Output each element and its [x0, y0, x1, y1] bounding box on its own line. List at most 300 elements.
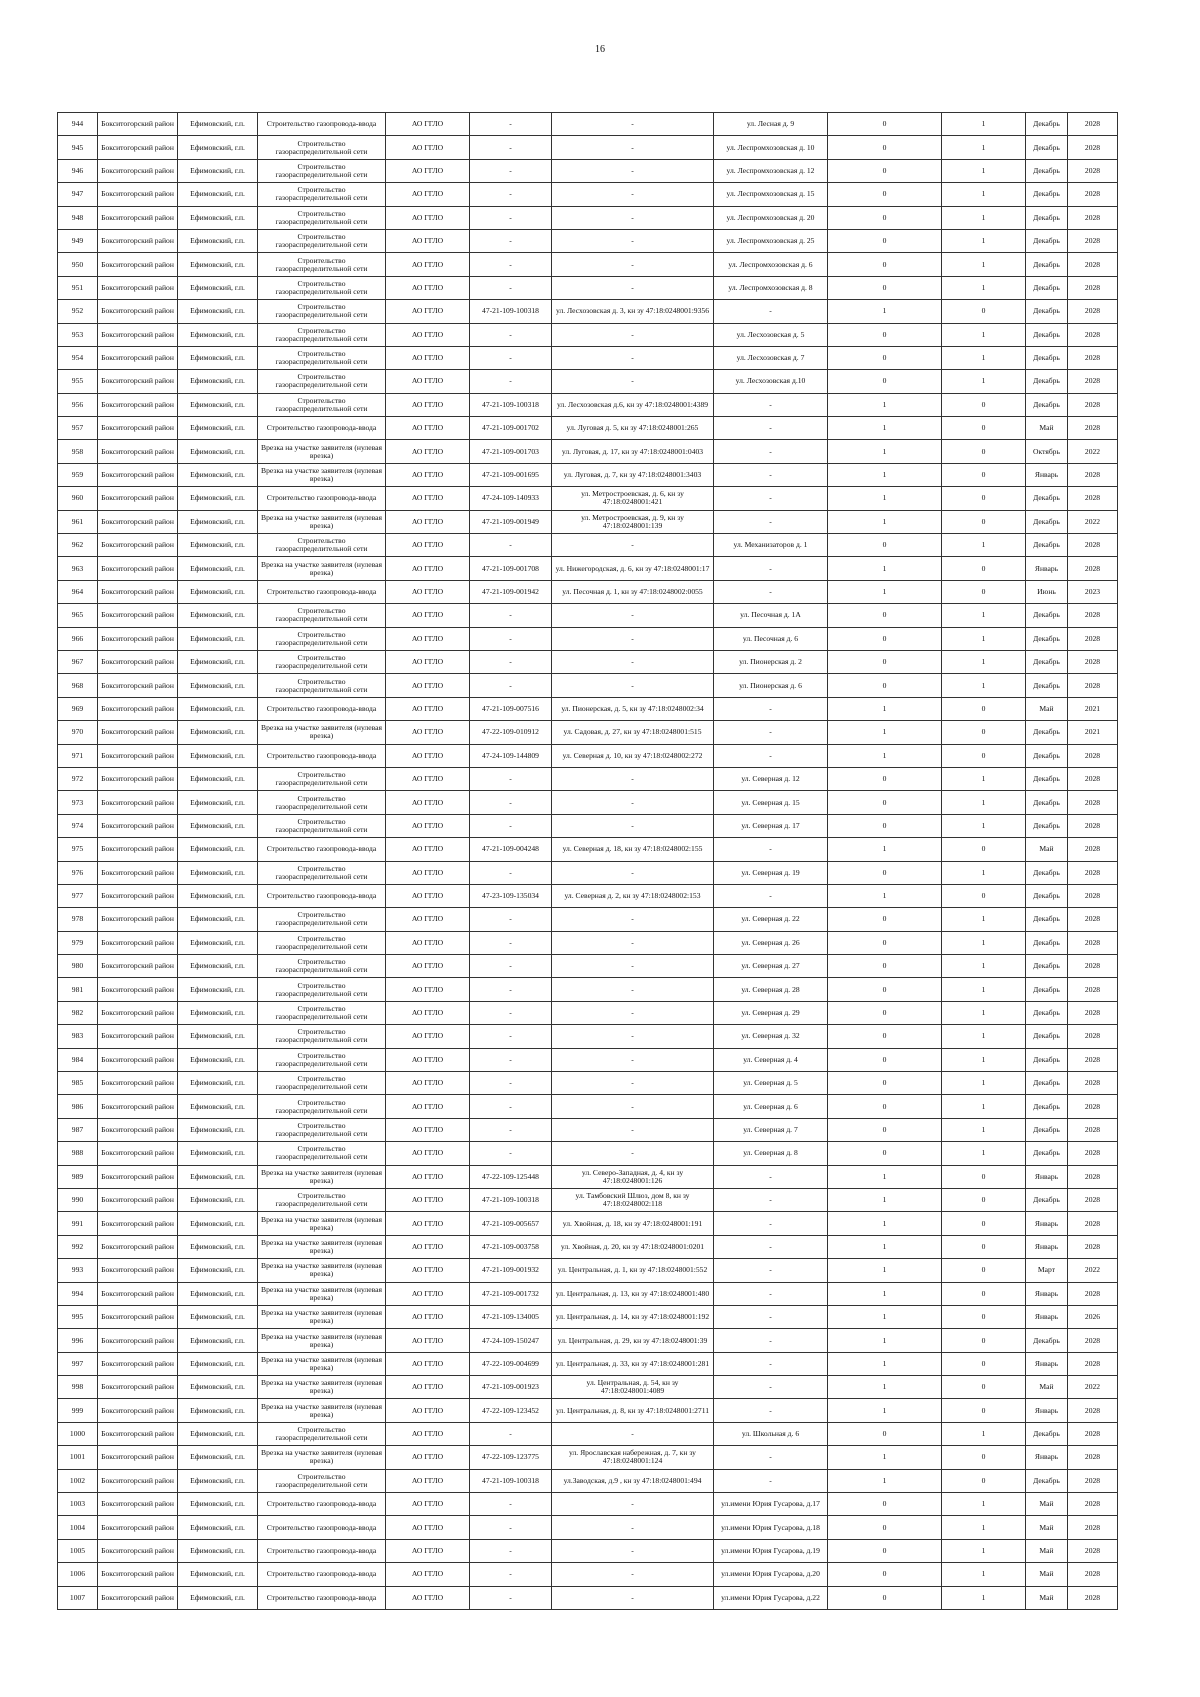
applicant-address-cell: ул. Центральная, д. 33, кн зу 47:18:0248001:281	[552, 1352, 714, 1375]
district-cell: Бокситогорский район	[98, 884, 178, 907]
row-number: 981	[58, 978, 98, 1001]
work-type-cell: Врезка на участке заявителя (нулевая врезка)	[258, 1352, 386, 1375]
month-cell: Январь	[1026, 1305, 1068, 1328]
value-1-cell: 0	[828, 323, 942, 346]
year-cell: 2028	[1068, 463, 1118, 486]
value-1-cell: 0	[828, 206, 942, 229]
month-cell: Декабрь	[1026, 159, 1068, 182]
settlement-cell: Ефимовский, г.п.	[178, 1142, 258, 1165]
district-cell: Бокситогорский район	[98, 580, 178, 603]
settlement-cell: Ефимовский, г.п.	[178, 346, 258, 369]
work-type-cell: Врезка на участке заявителя (нулевая врезка)	[258, 1446, 386, 1469]
work-type-cell: Строительство газораспределительной сети	[258, 767, 386, 790]
organization-cell: АО ГГЛО	[386, 1282, 470, 1305]
work-type-cell: Строительство газораспределительной сети	[258, 323, 386, 346]
organization-cell: АО ГГЛО	[386, 300, 470, 323]
applicant-address-cell: ул. Лесхозовская д.6, кн зу 47:18:0248001:4389	[552, 393, 714, 416]
application-number-cell: 47-21-109-005657	[470, 1212, 552, 1235]
settlement-cell: Ефимовский, г.п.	[178, 838, 258, 861]
organization-cell: АО ГГЛО	[386, 1422, 470, 1445]
table-row	[58, 861, 1118, 884]
month-cell: Декабрь	[1026, 861, 1068, 884]
value-1-cell: 0	[828, 1493, 942, 1516]
organization-cell: АО ГГЛО	[386, 1072, 470, 1095]
address-cell: ул. Леспромхозовская д. 25	[714, 229, 828, 252]
district-cell: Бокситогорский район	[98, 229, 178, 252]
month-cell: Декабрь	[1026, 534, 1068, 557]
settlement-cell: Ефимовский, г.п.	[178, 697, 258, 720]
year-cell: 2028	[1068, 534, 1118, 557]
year-cell: 2028	[1068, 978, 1118, 1001]
table-row	[58, 393, 1118, 416]
value-2-cell: 0	[942, 1446, 1026, 1469]
address-cell: -	[714, 440, 828, 463]
address-cell: ул. Лесная д. 9	[714, 113, 828, 136]
organization-cell: АО ГГЛО	[386, 1446, 470, 1469]
district-cell: Бокситогорский район	[98, 487, 178, 510]
settlement-cell: Ефимовский, г.п.	[178, 136, 258, 159]
value-1-cell: 0	[828, 1118, 942, 1141]
year-cell: 2028	[1068, 931, 1118, 954]
year-cell: 2028	[1068, 159, 1118, 182]
table-row	[58, 1352, 1118, 1375]
year-cell: 2023	[1068, 580, 1118, 603]
value-1-cell: 1	[828, 1212, 942, 1235]
settlement-cell: Ефимовский, г.п.	[178, 1235, 258, 1258]
work-type-cell: Строительство газопровода-ввода	[258, 1516, 386, 1539]
settlement-cell: Ефимовский, г.п.	[178, 1422, 258, 1445]
value-1-cell: 0	[828, 1072, 942, 1095]
address-cell: ул. Северная д. 4	[714, 1048, 828, 1071]
application-number-cell: -	[470, 767, 552, 790]
application-number-cell: -	[470, 908, 552, 931]
table-row	[58, 487, 1118, 510]
work-type-cell: Строительство газораспределительной сети	[258, 206, 386, 229]
value-2-cell: 0	[942, 1188, 1026, 1211]
value-2-cell: 1	[942, 1586, 1026, 1609]
organization-cell: АО ГГЛО	[386, 1493, 470, 1516]
organization-cell: АО ГГЛО	[386, 767, 470, 790]
applicant-address-cell: -	[552, 1072, 714, 1095]
year-cell: 2028	[1068, 1469, 1118, 1492]
organization-cell: АО ГГЛО	[386, 1376, 470, 1399]
year-cell: 2028	[1068, 1095, 1118, 1118]
address-cell: -	[714, 1188, 828, 1211]
table-row	[58, 534, 1118, 557]
value-1-cell: 1	[828, 1446, 942, 1469]
application-number-cell: 47-21-109-003758	[470, 1235, 552, 1258]
year-cell: 2028	[1068, 1001, 1118, 1024]
settlement-cell: Ефимовский, г.п.	[178, 604, 258, 627]
application-number-cell: -	[470, 1048, 552, 1071]
district-cell: Бокситогорский район	[98, 1235, 178, 1258]
data-table	[57, 112, 1118, 1610]
application-number-cell: 47-22-109-123452	[470, 1399, 552, 1422]
value-2-cell: 1	[942, 1422, 1026, 1445]
value-1-cell: 0	[828, 1025, 942, 1048]
value-2-cell: 0	[942, 838, 1026, 861]
settlement-cell: Ефимовский, г.п.	[178, 1282, 258, 1305]
value-2-cell: 1	[942, 908, 1026, 931]
applicant-address-cell: -	[552, 604, 714, 627]
application-number-cell: -	[470, 113, 552, 136]
settlement-cell: Ефимовский, г.п.	[178, 463, 258, 486]
month-cell: Январь	[1026, 463, 1068, 486]
applicant-address-cell: -	[552, 159, 714, 182]
address-cell: ул.имени Юрия Гусарова, д.17	[714, 1493, 828, 1516]
month-cell: Май	[1026, 1376, 1068, 1399]
month-cell: Октябрь	[1026, 440, 1068, 463]
applicant-address-cell: -	[552, 229, 714, 252]
row-number: 1005	[58, 1539, 98, 1562]
application-number-cell: -	[470, 1142, 552, 1165]
application-number-cell: 47-21-109-001732	[470, 1282, 552, 1305]
value-2-cell: 1	[942, 955, 1026, 978]
row-number: 998	[58, 1376, 98, 1399]
month-cell: Декабрь	[1026, 1095, 1068, 1118]
applicant-address-cell: -	[552, 767, 714, 790]
table-row	[58, 1446, 1118, 1469]
organization-cell: АО ГГЛО	[386, 534, 470, 557]
value-2-cell: 1	[942, 1516, 1026, 1539]
settlement-cell: Ефимовский, г.п.	[178, 300, 258, 323]
applicant-address-cell: ул. Хвойная, д. 18, кн зу 47:18:0248001:191	[552, 1212, 714, 1235]
month-cell: Декабрь	[1026, 346, 1068, 369]
application-number-cell: 47-21-109-007516	[470, 697, 552, 720]
applicant-address-cell: -	[552, 253, 714, 276]
value-2-cell: 0	[942, 440, 1026, 463]
organization-cell: АО ГГЛО	[386, 791, 470, 814]
work-type-cell: Строительство газораспределительной сети	[258, 393, 386, 416]
address-cell: -	[714, 300, 828, 323]
table-row	[58, 1048, 1118, 1071]
value-1-cell: 0	[828, 1563, 942, 1586]
application-number-cell: 47-21-109-001949	[470, 510, 552, 533]
organization-cell: АО ГГЛО	[386, 884, 470, 907]
applicant-address-cell: -	[552, 276, 714, 299]
applicant-address-cell: -	[552, 791, 714, 814]
organization-cell: АО ГГЛО	[386, 627, 470, 650]
value-1-cell: 0	[828, 1539, 942, 1562]
address-cell: ул. Северная д. 8	[714, 1142, 828, 1165]
year-cell: 2021	[1068, 721, 1118, 744]
row-number: 951	[58, 276, 98, 299]
address-cell: ул. Песочная д. 6	[714, 627, 828, 650]
settlement-cell: Ефимовский, г.п.	[178, 744, 258, 767]
district-cell: Бокситогорский район	[98, 534, 178, 557]
row-number: 944	[58, 113, 98, 136]
organization-cell: АО ГГЛО	[386, 1563, 470, 1586]
work-type-cell: Строительство газопровода-ввода	[258, 1539, 386, 1562]
district-cell: Бокситогорский район	[98, 1212, 178, 1235]
value-2-cell: 0	[942, 1259, 1026, 1282]
table-row	[58, 183, 1118, 206]
applicant-address-cell: ул. Пионерская, д. 5, кн зу 47:18:0248002:34	[552, 697, 714, 720]
applicant-address-cell: -	[552, 370, 714, 393]
value-1-cell: 1	[828, 1165, 942, 1188]
row-number: 1006	[58, 1563, 98, 1586]
value-1-cell: 1	[828, 300, 942, 323]
district-cell: Бокситогорский район	[98, 1329, 178, 1352]
organization-cell: АО ГГЛО	[386, 861, 470, 884]
organization-cell: АО ГГЛО	[386, 1165, 470, 1188]
month-cell: Декабрь	[1026, 1001, 1068, 1024]
row-number: 992	[58, 1235, 98, 1258]
address-cell: ул. Северная д. 28	[714, 978, 828, 1001]
month-cell: Декабрь	[1026, 604, 1068, 627]
applicant-address-cell: ул. Центральная, д. 14, кн зу 47:18:0248001:192	[552, 1305, 714, 1328]
district-cell: Бокситогорский район	[98, 1188, 178, 1211]
address-cell: ул. Северная д. 6	[714, 1095, 828, 1118]
application-number-cell: 47-22-109-010912	[470, 721, 552, 744]
value-2-cell: 0	[942, 721, 1026, 744]
table-row	[58, 300, 1118, 323]
settlement-cell: Ефимовский, г.п.	[178, 534, 258, 557]
table-row	[58, 767, 1118, 790]
table-row	[58, 1188, 1118, 1211]
value-2-cell: 0	[942, 487, 1026, 510]
work-type-cell: Строительство газораспределительной сети	[258, 1001, 386, 1024]
application-number-cell: 47-23-109-135034	[470, 884, 552, 907]
month-cell: Май	[1026, 1563, 1068, 1586]
value-2-cell: 0	[942, 393, 1026, 416]
organization-cell: АО ГГЛО	[386, 346, 470, 369]
application-number-cell: -	[470, 1118, 552, 1141]
district-cell: Бокситогорский район	[98, 1563, 178, 1586]
year-cell: 2022	[1068, 440, 1118, 463]
table-row	[58, 627, 1118, 650]
work-type-cell: Строительство газораспределительной сети	[258, 1188, 386, 1211]
organization-cell: АО ГГЛО	[386, 1235, 470, 1258]
work-type-cell: Строительство газораспределительной сети	[258, 1025, 386, 1048]
applicant-address-cell: -	[552, 1142, 714, 1165]
row-number: 946	[58, 159, 98, 182]
row-number: 979	[58, 931, 98, 954]
address-cell: -	[714, 721, 828, 744]
table-row	[58, 417, 1118, 440]
row-number: 1004	[58, 1516, 98, 1539]
row-number: 997	[58, 1352, 98, 1375]
value-1-cell: 0	[828, 931, 942, 954]
table-row	[58, 978, 1118, 1001]
settlement-cell: Ефимовский, г.п.	[178, 206, 258, 229]
settlement-cell: Ефимовский, г.п.	[178, 229, 258, 252]
table-body	[58, 113, 1118, 1610]
table-row	[58, 931, 1118, 954]
row-number: 955	[58, 370, 98, 393]
application-number-cell: 47-24-109-150247	[470, 1329, 552, 1352]
organization-cell: АО ГГЛО	[386, 393, 470, 416]
district-cell: Бокситогорский район	[98, 955, 178, 978]
table-row	[58, 1329, 1118, 1352]
value-2-cell: 0	[942, 744, 1026, 767]
year-cell: 2026	[1068, 1305, 1118, 1328]
organization-cell: АО ГГЛО	[386, 744, 470, 767]
settlement-cell: Ефимовский, г.п.	[178, 487, 258, 510]
value-2-cell: 1	[942, 1025, 1026, 1048]
row-number: 950	[58, 253, 98, 276]
application-number-cell: 47-21-109-001703	[470, 440, 552, 463]
settlement-cell: Ефимовский, г.п.	[178, 253, 258, 276]
address-cell: -	[714, 487, 828, 510]
value-1-cell: 0	[828, 955, 942, 978]
applicant-address-cell: -	[552, 1048, 714, 1071]
year-cell: 2028	[1068, 767, 1118, 790]
organization-cell: АО ГГЛО	[386, 1212, 470, 1235]
work-type-cell: Строительство газораспределительной сети	[258, 1469, 386, 1492]
work-type-cell: Строительство газораспределительной сети	[258, 627, 386, 650]
month-cell: Декабрь	[1026, 814, 1068, 837]
district-cell: Бокситогорский район	[98, 744, 178, 767]
address-cell: ул. Северная д. 22	[714, 908, 828, 931]
applicant-address-cell: -	[552, 346, 714, 369]
year-cell: 2028	[1068, 650, 1118, 673]
row-number: 958	[58, 440, 98, 463]
year-cell: 2021	[1068, 697, 1118, 720]
district-cell: Бокситогорский район	[98, 908, 178, 931]
month-cell: Декабрь	[1026, 1188, 1068, 1211]
settlement-cell: Ефимовский, г.п.	[178, 370, 258, 393]
address-cell: ул. Северная д. 26	[714, 931, 828, 954]
settlement-cell: Ефимовский, г.п.	[178, 510, 258, 533]
organization-cell: АО ГГЛО	[386, 463, 470, 486]
value-2-cell: 1	[942, 674, 1026, 697]
month-cell: Декабрь	[1026, 510, 1068, 533]
work-type-cell: Строительство газопровода-ввода	[258, 744, 386, 767]
year-cell: 2028	[1068, 300, 1118, 323]
district-cell: Бокситогорский район	[98, 838, 178, 861]
settlement-cell: Ефимовский, г.п.	[178, 557, 258, 580]
applicant-address-cell: ул. Тамбовский Шлюз, дом 8, кн зу 47:18:0248002:118	[552, 1188, 714, 1211]
table-row	[58, 1235, 1118, 1258]
settlement-cell: Ефимовский, г.п.	[178, 721, 258, 744]
row-number: 994	[58, 1282, 98, 1305]
value-2-cell: 1	[942, 650, 1026, 673]
row-number: 968	[58, 674, 98, 697]
district-cell: Бокситогорский район	[98, 791, 178, 814]
work-type-cell: Врезка на участке заявителя (нулевая врезка)	[258, 721, 386, 744]
value-2-cell: 1	[942, 183, 1026, 206]
value-1-cell: 1	[828, 1188, 942, 1211]
value-1-cell: 1	[828, 721, 942, 744]
value-2-cell: 1	[942, 346, 1026, 369]
settlement-cell: Ефимовский, г.п.	[178, 113, 258, 136]
organization-cell: АО ГГЛО	[386, 580, 470, 603]
value-1-cell: 0	[828, 229, 942, 252]
value-2-cell: 1	[942, 767, 1026, 790]
organization-cell: АО ГГЛО	[386, 557, 470, 580]
table-row	[58, 814, 1118, 837]
table-row	[58, 1539, 1118, 1562]
value-2-cell: 0	[942, 300, 1026, 323]
applicant-address-cell: -	[552, 183, 714, 206]
work-type-cell: Строительство газораспределительной сети	[258, 931, 386, 954]
year-cell: 2022	[1068, 1259, 1118, 1282]
address-cell: -	[714, 1376, 828, 1399]
applicant-address-cell: ул. Центральная, д. 1, кн зу 47:18:0248001:552	[552, 1259, 714, 1282]
value-1-cell: 0	[828, 604, 942, 627]
row-number: 1007	[58, 1586, 98, 1609]
table-row	[58, 440, 1118, 463]
settlement-cell: Ефимовский, г.п.	[178, 1259, 258, 1282]
organization-cell: АО ГГЛО	[386, 206, 470, 229]
row-number: 971	[58, 744, 98, 767]
organization-cell: АО ГГЛО	[386, 1048, 470, 1071]
address-cell: -	[714, 510, 828, 533]
table-row	[58, 1516, 1118, 1539]
address-cell: -	[714, 1399, 828, 1422]
applicant-address-cell: -	[552, 534, 714, 557]
applicant-address-cell: ул. Песочная д. 1, кн зу 47:18:0248002:0055	[552, 580, 714, 603]
address-cell: ул.имени Юрия Гусарова, д.22	[714, 1586, 828, 1609]
row-number: 959	[58, 463, 98, 486]
value-2-cell: 0	[942, 1235, 1026, 1258]
settlement-cell: Ефимовский, г.п.	[178, 183, 258, 206]
row-number: 969	[58, 697, 98, 720]
row-number: 1002	[58, 1469, 98, 1492]
applicant-address-cell: ул. Центральная, д. 54, кн зу 47:18:0248001:4089	[552, 1376, 714, 1399]
year-cell: 2028	[1068, 1493, 1118, 1516]
month-cell: Декабрь	[1026, 487, 1068, 510]
row-number: 967	[58, 650, 98, 673]
district-cell: Бокситогорский район	[98, 346, 178, 369]
application-number-cell: 47-21-109-001708	[470, 557, 552, 580]
organization-cell: АО ГГЛО	[386, 136, 470, 159]
work-type-cell: Строительство газораспределительной сети	[258, 955, 386, 978]
applicant-address-cell: -	[552, 1539, 714, 1562]
work-type-cell: Строительство газопровода-ввода	[258, 838, 386, 861]
value-1-cell: 0	[828, 627, 942, 650]
value-1-cell: 0	[828, 1142, 942, 1165]
settlement-cell: Ефимовский, г.п.	[178, 1352, 258, 1375]
settlement-cell: Ефимовский, г.п.	[178, 1001, 258, 1024]
work-type-cell: Строительство газораспределительной сети	[258, 1422, 386, 1445]
value-2-cell: 0	[942, 1212, 1026, 1235]
row-number: 966	[58, 627, 98, 650]
table-row	[58, 1305, 1118, 1328]
applicant-address-cell: -	[552, 955, 714, 978]
district-cell: Бокситогорский район	[98, 206, 178, 229]
application-number-cell: 47-21-109-100318	[470, 393, 552, 416]
application-number-cell: -	[470, 674, 552, 697]
organization-cell: АО ГГЛО	[386, 510, 470, 533]
table-row	[58, 1212, 1118, 1235]
organization-cell: АО ГГЛО	[386, 650, 470, 673]
year-cell: 2022	[1068, 510, 1118, 533]
month-cell: Май	[1026, 1539, 1068, 1562]
table-row	[58, 1025, 1118, 1048]
address-cell: -	[714, 417, 828, 440]
table-row	[58, 1095, 1118, 1118]
row-number: 988	[58, 1142, 98, 1165]
table-row	[58, 604, 1118, 627]
table-row	[58, 791, 1118, 814]
district-cell: Бокситогорский район	[98, 300, 178, 323]
application-number-cell: 47-21-109-134005	[470, 1305, 552, 1328]
month-cell: Декабрь	[1026, 276, 1068, 299]
work-type-cell: Строительство газораспределительной сети	[258, 229, 386, 252]
application-number-cell: -	[470, 604, 552, 627]
value-2-cell: 1	[942, 861, 1026, 884]
work-type-cell: Врезка на участке заявителя (нулевая врезка)	[258, 1212, 386, 1235]
value-1-cell: 1	[828, 1282, 942, 1305]
district-cell: Бокситогорский район	[98, 767, 178, 790]
application-number-cell: -	[470, 136, 552, 159]
month-cell: Декабрь	[1026, 767, 1068, 790]
application-number-cell: -	[470, 276, 552, 299]
year-cell: 2028	[1068, 183, 1118, 206]
value-2-cell: 0	[942, 557, 1026, 580]
